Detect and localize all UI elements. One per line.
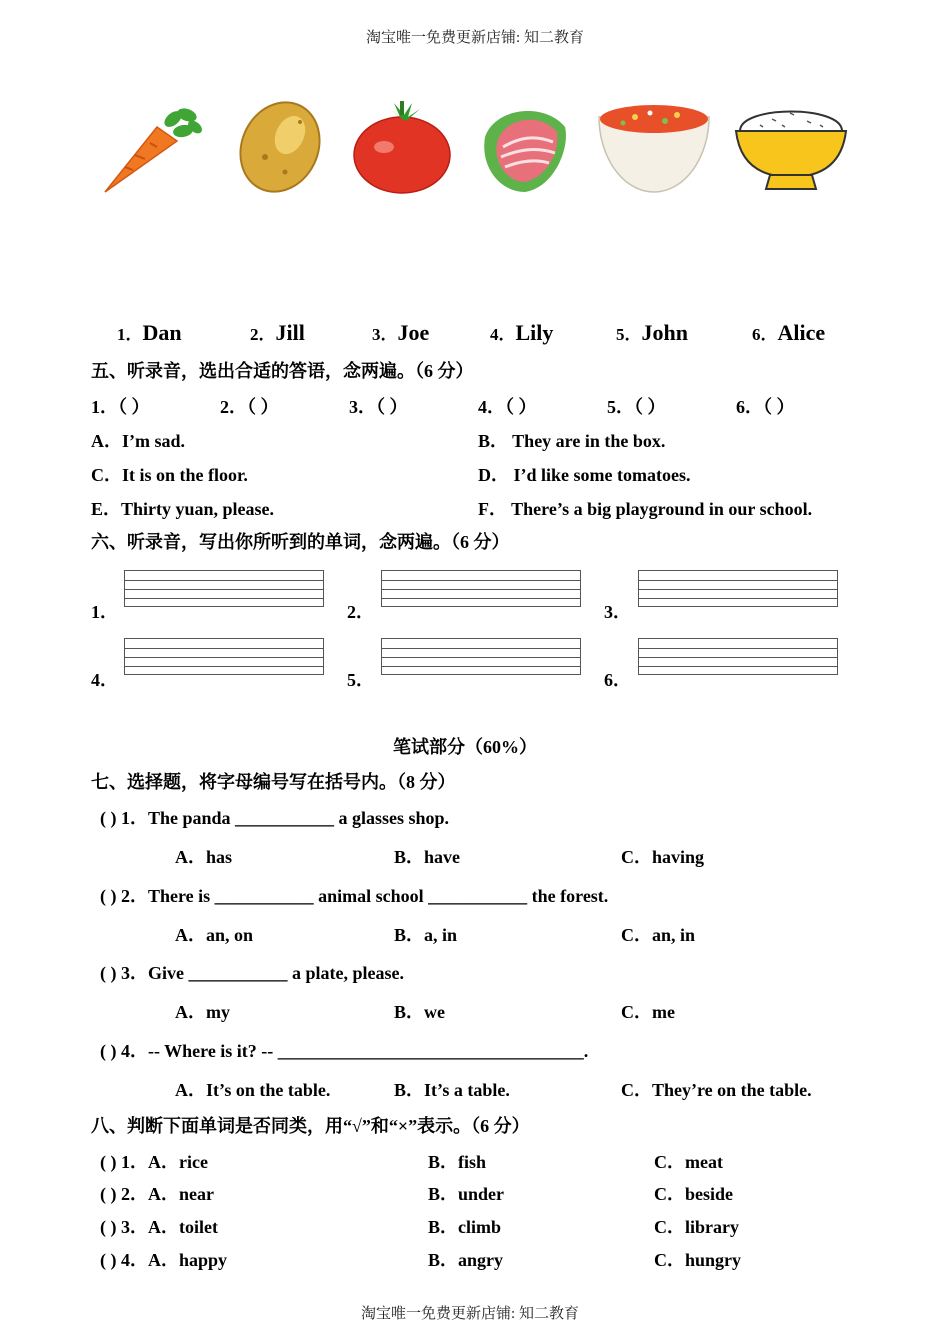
question-1: ( ) 1．The panda ___________ a glasses shop. bbox=[100, 808, 450, 828]
soup-picture bbox=[595, 97, 713, 197]
judge-row-2-c: C．beside bbox=[654, 1184, 734, 1204]
judge-row-3-b: B．climb bbox=[428, 1217, 502, 1237]
q2-option-c: C．an, in bbox=[621, 925, 696, 945]
meat-picture bbox=[475, 97, 575, 197]
section7-title: 七、选择题，将字母编号写在括号内。（8 分） bbox=[91, 772, 456, 792]
name-item-6: 6．Alice bbox=[752, 320, 826, 345]
judge-row-4: ( ) 4．A．happy bbox=[100, 1250, 228, 1270]
judge-row-4-b: B．angry bbox=[428, 1250, 504, 1270]
write-lines-2[interactable] bbox=[381, 570, 581, 607]
written-part-title: 笔试部分（60%） bbox=[393, 737, 537, 757]
q1-option-c: C．having bbox=[621, 847, 705, 867]
answer-blank-5[interactable]: 5．（ ） bbox=[607, 397, 666, 417]
answer-blank-6[interactable]: 6．（ ） bbox=[736, 397, 795, 417]
write-label-3: 3． bbox=[604, 602, 631, 622]
q3-option-b: B．we bbox=[394, 1002, 445, 1022]
answer-blank-3[interactable]: 3．（ ） bbox=[349, 397, 408, 417]
page-header: 淘宝唯一免费更新店铺: 知二教育 bbox=[366, 30, 584, 46]
q4-option-a: A．It’s on the table. bbox=[175, 1080, 331, 1100]
judge-row-2: ( ) 2．A．near bbox=[100, 1184, 214, 1204]
write-label-5: 5． bbox=[347, 670, 374, 690]
carrot-picture bbox=[95, 97, 205, 197]
answer-blank-1[interactable]: 1．（ ） bbox=[91, 397, 150, 417]
q2-option-a: A．an, on bbox=[175, 925, 254, 945]
judge-row-1-c: C．meat bbox=[654, 1152, 723, 1172]
option-a: A．I’m sad. bbox=[91, 431, 186, 451]
judge-row-1: ( ) 1．A．rice bbox=[100, 1152, 208, 1172]
section8-title: 八、判断下面单词是否同类，用“√”和“×”表示。（6 分） bbox=[91, 1116, 530, 1136]
q4-option-c: C．They’re on the table. bbox=[621, 1080, 812, 1100]
tomato-picture bbox=[350, 97, 455, 197]
write-label-4: 4． bbox=[91, 670, 118, 690]
option-b: B． They are in the box. bbox=[478, 431, 666, 451]
q2-option-b: B．a, in bbox=[394, 925, 458, 945]
judge-row-3-c: C．library bbox=[654, 1217, 739, 1237]
write-label-1: 1． bbox=[91, 602, 118, 622]
question-2: ( ) 2．There is ___________ animal school ___________ the forest. bbox=[100, 886, 609, 906]
write-lines-3[interactable] bbox=[638, 570, 838, 607]
judge-row-4-c: C．hungry bbox=[654, 1250, 742, 1270]
write-lines-6[interactable] bbox=[638, 638, 838, 675]
question-4: ( ) 4．-- Where is it? -- __________________________________. bbox=[100, 1041, 589, 1061]
write-lines-5[interactable] bbox=[381, 638, 581, 675]
name-item-2: 2．Jill bbox=[250, 320, 305, 345]
write-label-6: 6． bbox=[604, 670, 631, 690]
q3-option-c: C．me bbox=[621, 1002, 675, 1022]
question-3: ( ) 3．Give ___________ a plate, please. bbox=[100, 963, 404, 983]
option-d: D． I’d like some tomatoes. bbox=[478, 465, 691, 485]
name-item-1: 1．Dan bbox=[117, 320, 182, 345]
option-f: F． There’s a big playground in our school. bbox=[478, 499, 813, 519]
section5-title: 五、听录音，选出合适的答语，念两遍。（6 分） bbox=[91, 361, 474, 381]
q1-option-a: A．has bbox=[175, 847, 233, 867]
write-label-2: 2． bbox=[347, 602, 374, 622]
q3-option-a: A．my bbox=[175, 1002, 230, 1022]
option-e: E．Thirty yuan, please. bbox=[91, 499, 275, 519]
answer-blank-4[interactable]: 4．（ ） bbox=[478, 397, 537, 417]
option-c: C．It is on the floor. bbox=[91, 465, 248, 485]
section6-title: 六、听录音，写出你所听到的单词，念两遍。（6 分） bbox=[91, 532, 510, 552]
name-item-5: 5．John bbox=[616, 320, 688, 345]
write-lines-1[interactable] bbox=[124, 570, 324, 607]
judge-row-1-b: B．fish bbox=[428, 1152, 487, 1172]
name-item-3: 3．Joe bbox=[372, 320, 430, 345]
page-footer: 淘宝唯一免费更新店铺: 知二教育 bbox=[361, 1306, 579, 1322]
potato-picture bbox=[230, 97, 330, 197]
name-item-4: 4．Lily bbox=[490, 320, 554, 345]
judge-row-3: ( ) 3．A．toilet bbox=[100, 1217, 218, 1237]
judge-row-2-b: B．under bbox=[428, 1184, 505, 1204]
write-lines-4[interactable] bbox=[124, 638, 324, 675]
q4-option-b: B．It’s a table. bbox=[394, 1080, 510, 1100]
answer-blank-2[interactable]: 2．（ ） bbox=[220, 397, 279, 417]
q1-option-b: B．have bbox=[394, 847, 461, 867]
rice-picture bbox=[732, 95, 850, 195]
